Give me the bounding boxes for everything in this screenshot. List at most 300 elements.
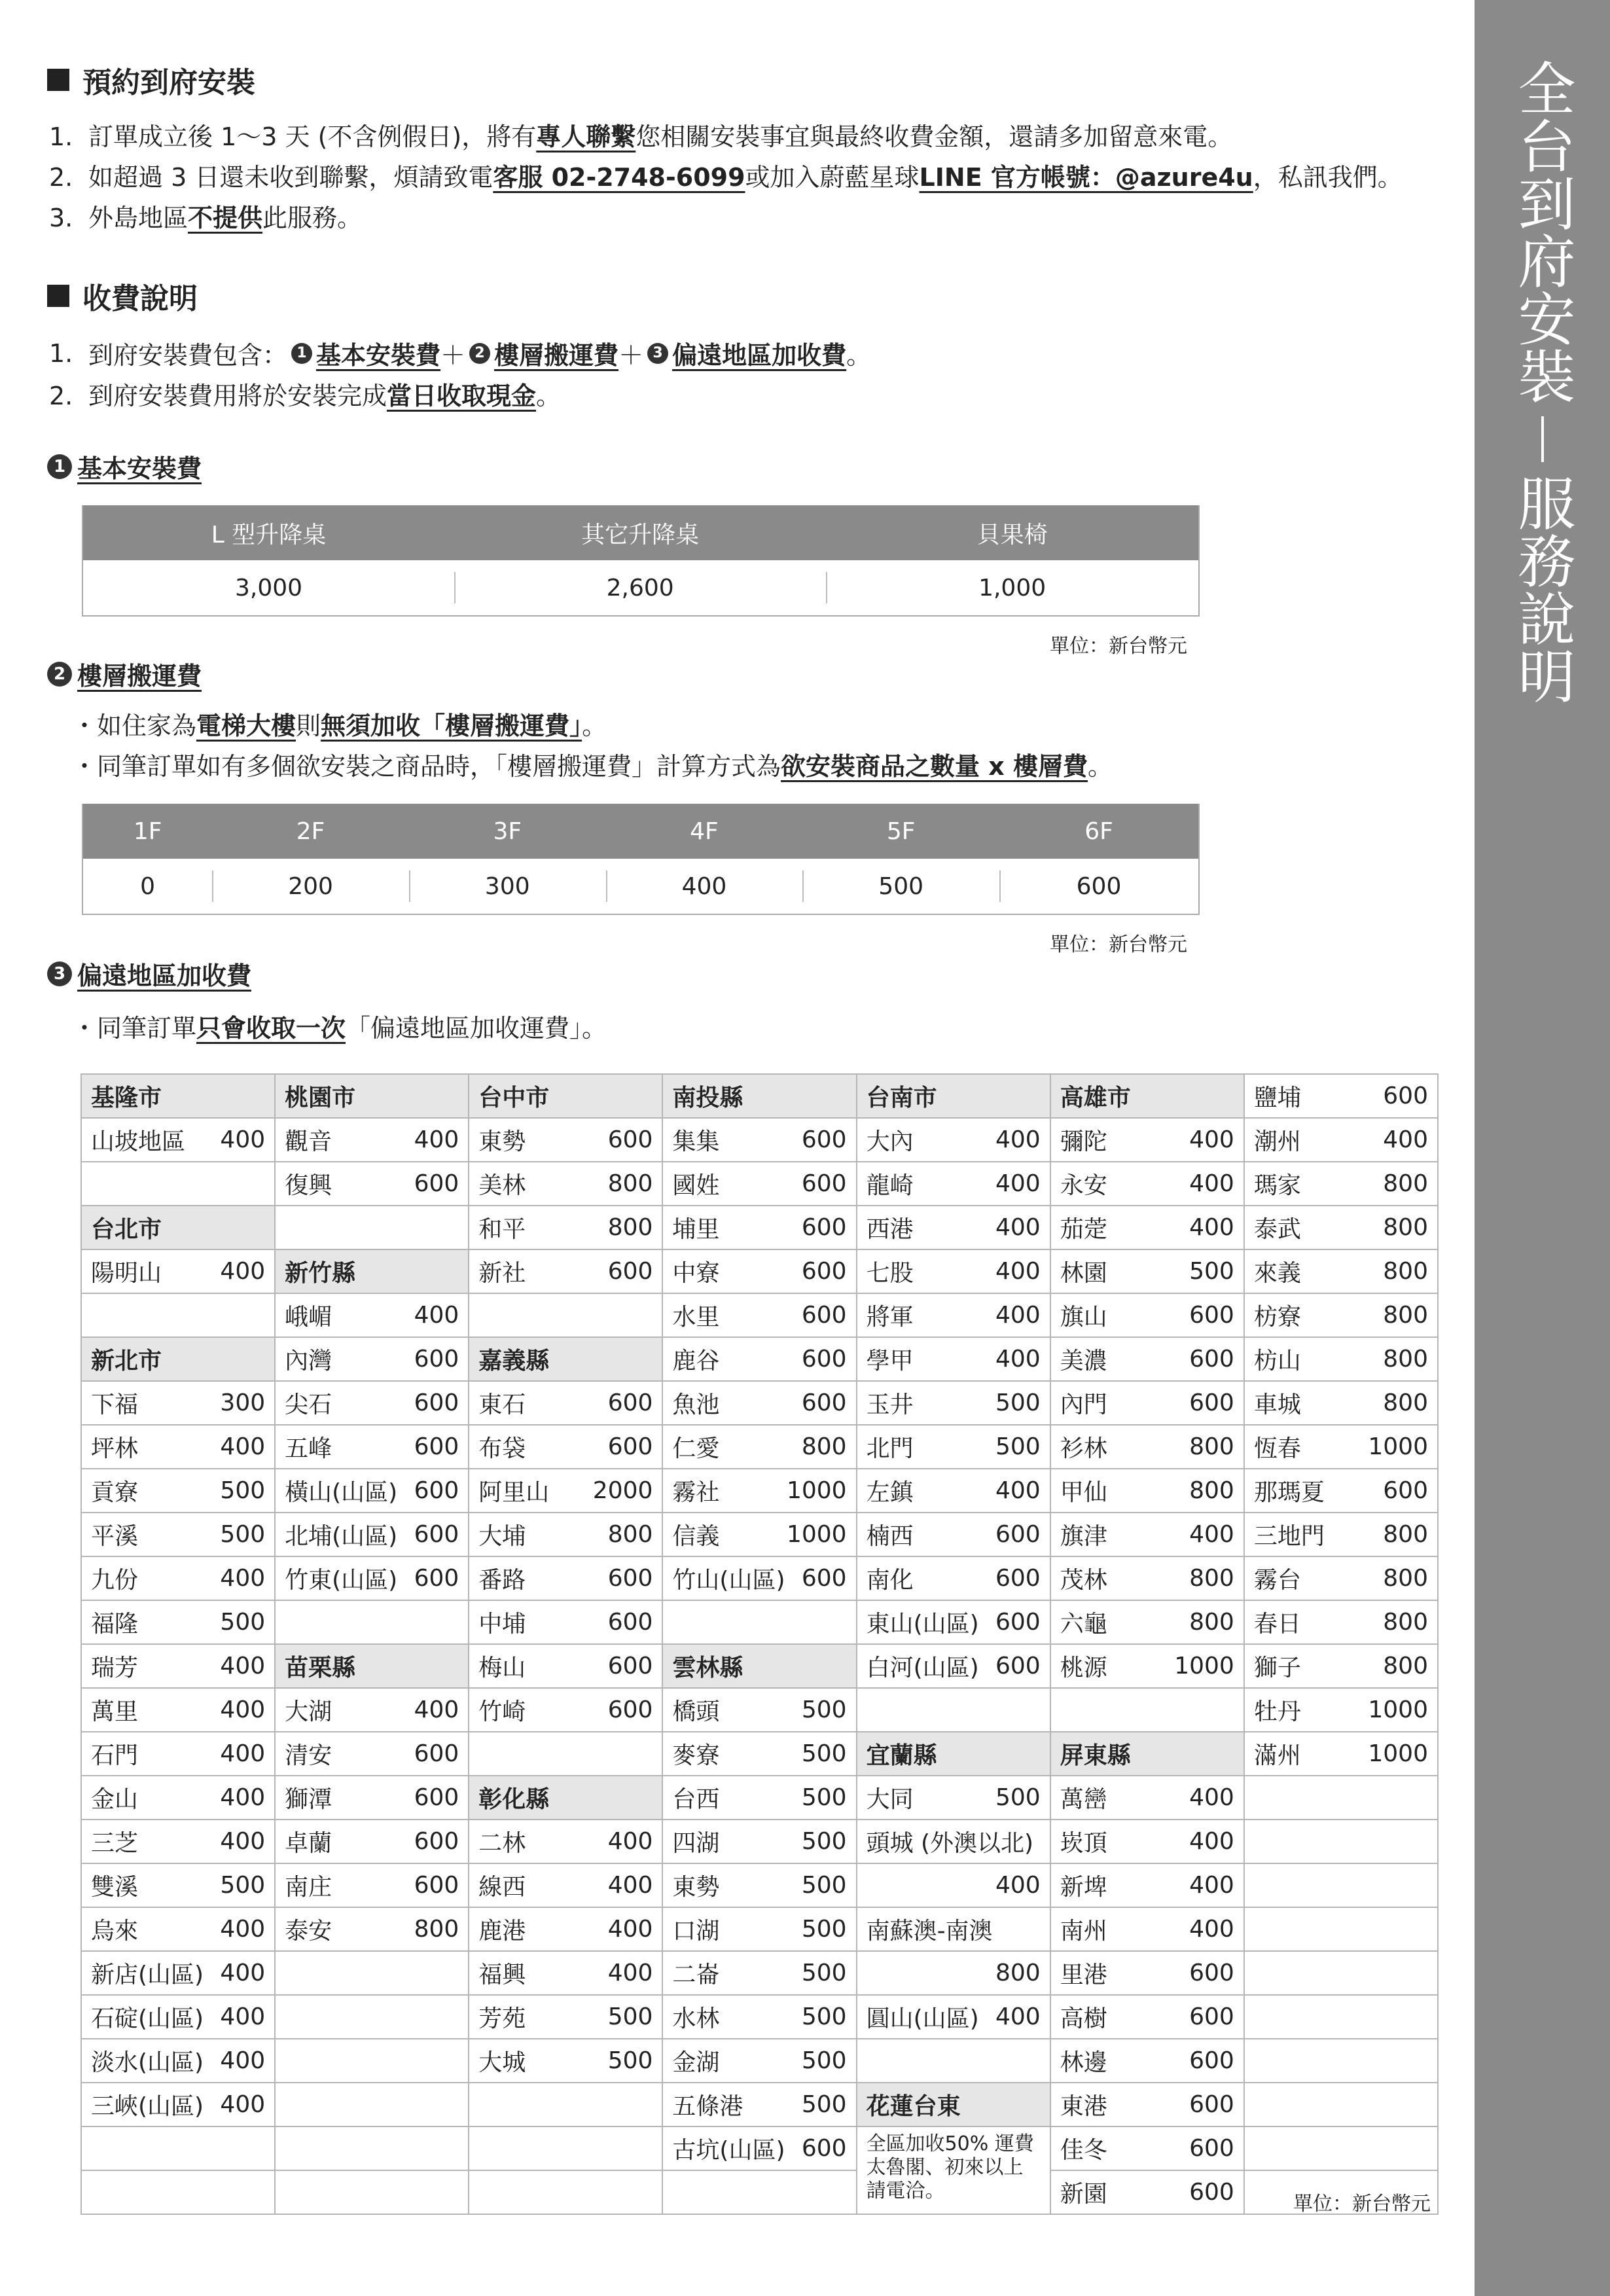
area-entry [478, 2000, 653, 2034]
area-name: 泰安 [285, 1918, 332, 1945]
region-cell [81, 1249, 275, 1293]
area-fee: 600 [801, 1258, 847, 1285]
area-name: 春日 [1253, 1611, 1301, 1638]
area-entry [1254, 1386, 1428, 1420]
area-entry [867, 1518, 1041, 1551]
booking-item-1 [49, 117, 1232, 152]
area-entry [285, 1737, 459, 1770]
area-name: 南庄 [285, 1874, 332, 1901]
area-entry [1254, 1737, 1428, 1770]
area-fee: 400 [607, 1960, 653, 1986]
area-fee: 1000 [786, 1521, 847, 1548]
area-entry [1060, 2044, 1234, 2077]
area-name: 和平 [478, 1216, 526, 1243]
area-fee: 400 [220, 1916, 266, 1943]
table-row [81, 1469, 1438, 1513]
area-name: 鹿港 [478, 1918, 526, 1945]
region-cell [662, 1337, 856, 1381]
area-name: 中埔 [478, 1611, 526, 1638]
area-name: 線西 [478, 1874, 526, 1901]
circled-number-icon: 3 [47, 961, 72, 986]
area-fee: 500 [801, 1828, 847, 1855]
table-row [81, 1513, 1438, 1556]
table-row [81, 1951, 1438, 1995]
region-cell [857, 1513, 1050, 1556]
text: ・同筆訂單如有多個欲安裝之商品時，「樓層搬運費」計算方式為 [72, 752, 781, 781]
area-fee: 400 [414, 1302, 459, 1329]
area-fee: 400 [220, 1126, 266, 1153]
area-name: 車城 [1253, 1391, 1301, 1418]
region-cell [1050, 2083, 1244, 2126]
empty-cell [662, 1600, 856, 1644]
area-name: 永安 [1060, 1172, 1107, 1199]
region-cell [81, 2083, 275, 2126]
phone-link[interactable]: 客服 02-2748-6099 [493, 163, 745, 192]
empty-cell [275, 1951, 469, 1995]
area-name: 卓蘭 [285, 1830, 332, 1857]
area-fee: 600 [801, 1170, 847, 1197]
region-cell [81, 1425, 275, 1469]
region-cell [662, 1995, 856, 2039]
text: 「偏遠地區加收運費」。 [346, 1014, 607, 1043]
area-name: 玉井 [866, 1391, 914, 1418]
area-name: 霧社 [672, 1479, 720, 1506]
area-name: 烏來 [91, 1918, 139, 1945]
area-entry [672, 2132, 846, 2165]
plus-sign: ＋ [618, 341, 644, 370]
region-cell [662, 1162, 856, 1206]
region-cell [275, 1118, 469, 1162]
area-name: 滿州 [1253, 1742, 1301, 1769]
area-fee: 600 [995, 1565, 1041, 1592]
area-name: 學甲 [866, 1348, 914, 1374]
region-cell [81, 1600, 275, 1644]
area-name: 東勢 [672, 1874, 720, 1901]
table-row [81, 1381, 1438, 1425]
area-fee: 1000 [1368, 1696, 1428, 1723]
area-entry [672, 2044, 846, 2077]
area-name: 中寮 [672, 1260, 720, 1287]
area-entry [478, 1825, 653, 1858]
basic-fee-table [82, 505, 1200, 617]
area-name: 左鎮 [866, 1479, 914, 1506]
area-entry [91, 2044, 265, 2077]
area-fee: 400 [220, 1565, 266, 1592]
area-entry [285, 1869, 459, 1902]
area-name: 萬巒 [1060, 1786, 1107, 1813]
area-entry [1060, 1167, 1234, 1200]
area-fee: 600 [414, 1828, 459, 1855]
area-entry [1060, 1518, 1234, 1551]
area-entry [672, 1956, 846, 1990]
remote-fee-title [47, 956, 251, 992]
empty-cell [275, 1600, 469, 1644]
text: 訂單成立後 1～3 天 (不含例假日)，將有 [88, 122, 537, 151]
table-row [82, 560, 1199, 616]
area-entry [91, 1693, 265, 1727]
region-header: 台北市 [81, 1206, 275, 1249]
table-header: 3F [409, 804, 606, 859]
area-name: 三芝 [91, 1830, 139, 1857]
area-fee: 400 [1189, 1784, 1234, 1811]
region-cell [662, 1425, 856, 1469]
area-fee: 500 [1189, 1258, 1234, 1285]
area-fee: 800 [1383, 1653, 1428, 1679]
table-row [81, 1337, 1438, 1381]
area-fee: 300 [220, 1390, 266, 1416]
area-name: 獅子 [1253, 1655, 1301, 1681]
area-name: 茄萣 [1060, 1216, 1107, 1243]
area-entry [672, 1255, 846, 1288]
region-cell [1050, 2039, 1244, 2083]
area-name: 清安 [285, 1742, 332, 1769]
area-entry [1060, 1825, 1234, 1858]
area-entry [285, 1430, 459, 1463]
area-entry [867, 1342, 1041, 1376]
area-fee: 600 [1189, 2091, 1234, 2118]
area-fee: 1000 [1174, 1653, 1234, 1679]
region-cell [81, 1863, 275, 1907]
area-entry [672, 1781, 846, 1814]
area-fee: 800 [607, 1170, 653, 1197]
area-entry [91, 2000, 265, 2034]
area-entry [1060, 1956, 1234, 1990]
area-entry [478, 1386, 653, 1420]
line-account-link[interactable]: LINE 官方帳號：@azure4u [919, 163, 1253, 192]
area-name: 崁頂 [1060, 1830, 1107, 1857]
area-entry [1060, 1781, 1234, 1814]
area-name: 三地門 [1253, 1523, 1325, 1550]
region-cell [662, 1206, 856, 1249]
region-cell [469, 1469, 662, 1513]
area-name: 梅山 [478, 1655, 526, 1681]
region-cell [1244, 1118, 1438, 1162]
area-entry [672, 2000, 846, 2034]
area-fee: 500 [220, 1521, 266, 1548]
region-header: 雲林縣 [662, 1644, 856, 1688]
area-fee: 800 [607, 1521, 653, 1548]
area-name: 橫山(山區) [285, 1479, 398, 1506]
area-entry [1060, 2132, 1234, 2165]
region-cell [1050, 1776, 1244, 1820]
area-entry [285, 1781, 459, 1814]
area-fee: 400 [414, 1696, 459, 1723]
table-header-row [82, 505, 1199, 560]
region-cell [1244, 1600, 1438, 1644]
text: 。 [582, 711, 607, 740]
table-row [81, 1863, 1438, 1907]
area-fee: 500 [801, 2003, 847, 2030]
region-cell [1050, 1951, 1244, 1995]
emphasis-text: 基本安裝費 [316, 341, 441, 370]
area-fee: 500 [220, 1872, 266, 1899]
area-fee: 800 [1383, 1170, 1428, 1197]
table-header: 貝果椅 [826, 505, 1199, 560]
area-name: 里港 [1060, 1962, 1107, 1988]
area-entry [91, 1386, 265, 1420]
area-fee: 400 [220, 1258, 266, 1285]
area-name: 北埔(山區) [285, 1523, 398, 1550]
region-cell [857, 1951, 1050, 1995]
subsection-title-text: 偏遠地區加收費 [77, 961, 252, 990]
region-header: 新竹縣 [275, 1249, 469, 1293]
area-name: 瑪家 [1253, 1172, 1301, 1199]
section-title-booking [47, 59, 255, 101]
area-fee: 1000 [1368, 1740, 1428, 1767]
region-cell [1244, 1644, 1438, 1688]
item-number: 2. [49, 163, 73, 192]
table-cell: 400 [606, 859, 803, 914]
region-cell [1050, 2126, 1244, 2170]
region-cell [662, 1907, 856, 1951]
area-fee: 400 [995, 1872, 1041, 1899]
unit-label: 單位：新台幣元 [1293, 2193, 1431, 2215]
area-entry [867, 1605, 1041, 1639]
region-cell [1050, 1249, 1244, 1293]
area-fee: 800 [1383, 1390, 1428, 1416]
region-cell [662, 2039, 856, 2083]
area-fee: 600 [414, 1433, 459, 1460]
table-row [81, 1074, 1438, 1118]
area-fee: 500 [801, 2047, 847, 2074]
area-entry [1060, 1562, 1234, 1595]
area-entry [478, 1649, 653, 1683]
region-cell [469, 1951, 662, 1995]
region-cell [275, 1732, 469, 1776]
region-cell [1244, 1337, 1438, 1381]
emphasis-text: 專人聯繫 [536, 122, 636, 151]
area-fee: 400 [607, 1872, 653, 1899]
area-fee: 600 [607, 1653, 653, 1679]
area-name: 二林 [478, 1830, 526, 1857]
text: 到府安裝費用將於安裝完成 [88, 382, 387, 410]
area-name: 東勢 [478, 1128, 526, 1155]
area-fee: 800 [1383, 1565, 1428, 1592]
area-entry [867, 1430, 1041, 1463]
area-name: 觀音 [285, 1128, 332, 1155]
region-cell [81, 1776, 275, 1820]
area-name: 林邊 [1060, 2049, 1107, 2076]
area-name: 石碇(山區) [91, 2005, 204, 2032]
area-entry [1060, 1123, 1234, 1157]
area-fee: 800 [1189, 1477, 1234, 1504]
area-fee: 400 [220, 2047, 266, 2074]
area-entry [1060, 1912, 1234, 1946]
table-row [81, 2126, 1438, 2170]
area-fee: 600 [414, 1346, 459, 1372]
area-entry [672, 1123, 846, 1157]
area-name: 三峽(山區) [91, 2093, 204, 2120]
region-cell [469, 1425, 662, 1469]
area-entry [1060, 1255, 1234, 1288]
area-fee: 600 [414, 1565, 459, 1592]
region-cell [275, 1162, 469, 1206]
area-entry [672, 1211, 846, 1244]
region-cell [857, 1249, 1050, 1293]
area-fee: 500 [801, 2091, 847, 2118]
area-fee: 400 [995, 2003, 1041, 2030]
area-entry [1060, 2088, 1234, 2121]
region-cell [81, 1381, 275, 1425]
area-fee: 600 [414, 1740, 459, 1767]
area-fee: 400 [414, 1126, 459, 1153]
plus-sign: ＋ [440, 341, 466, 370]
text: 則 [296, 711, 321, 740]
emphasis-text: 樓層搬運費 [494, 341, 619, 370]
region-header: 彰化縣 [469, 1776, 662, 1820]
table-cell: 0 [82, 859, 212, 914]
region-cell [662, 1776, 856, 1820]
area-entry [672, 1869, 846, 1902]
area-fee: 400 [220, 1784, 266, 1811]
area-name: 山坡地區 [91, 1128, 186, 1155]
area-entry [285, 1518, 459, 1551]
area-fee: 400 [995, 1258, 1041, 1285]
item-number: 1. [49, 338, 73, 368]
floor-fee-bullet-2 [72, 746, 1113, 782]
area-fee: 500 [220, 1477, 266, 1504]
table-header-row [82, 804, 1199, 859]
area-entry [867, 1211, 1041, 1244]
emphasis-text: 只會收取一次 [196, 1014, 346, 1043]
section-title-text: 預約到府安裝 [82, 66, 255, 99]
table-row [81, 1118, 1438, 1162]
circled-number-icon: 2 [47, 662, 72, 687]
area-fee: 800 [607, 1214, 653, 1241]
square-bullet-icon [47, 285, 69, 307]
region-cell [857, 1293, 1050, 1337]
area-name: 大城 [478, 2049, 526, 2076]
area-name: 信義 [672, 1523, 720, 1550]
area-entry [285, 1474, 459, 1507]
table-row [81, 2039, 1438, 2083]
region-cell [469, 1249, 662, 1293]
area-name: 桃源 [1060, 1655, 1107, 1681]
empty-cell [1244, 1907, 1438, 1951]
region-cell [81, 1644, 275, 1688]
empty-cell [857, 2039, 1050, 2083]
circled-number-icon: 1 [47, 454, 72, 479]
region-cell [857, 1556, 1050, 1600]
area-name: 阿里山 [478, 1479, 550, 1506]
area-name: 九份 [91, 1567, 139, 1594]
area-fee: 600 [607, 1565, 653, 1592]
empty-cell [275, 2083, 469, 2126]
area-name: 霧台 [1253, 1567, 1301, 1594]
area-name: 白河(山區) [866, 1655, 979, 1681]
region-cell [81, 1951, 275, 1995]
area-fee: 600 [607, 1258, 653, 1285]
area-fee: 2000 [592, 1477, 653, 1504]
area-entry [1060, 1869, 1234, 1902]
empty-cell [81, 1293, 275, 1337]
table-row [81, 1293, 1438, 1337]
area-entry [1060, 1299, 1234, 1332]
area-fee: 600 [801, 1565, 847, 1592]
region-cell [81, 1513, 275, 1556]
circled-number-icon: 1 [291, 343, 312, 364]
area-name: 北門 [866, 1435, 914, 1462]
region-cell [469, 1644, 662, 1688]
area-fee: 600 [414, 1872, 459, 1899]
area-entry [1060, 1474, 1234, 1507]
area-fee: 400 [220, 2091, 266, 2118]
area-name: 新埤 [1060, 1874, 1107, 1901]
area-entry [1254, 1474, 1428, 1507]
area-name: 彌陀 [1060, 1128, 1107, 1155]
region-cell [81, 2039, 275, 2083]
area-fee: 600 [414, 1170, 459, 1197]
area-name: 東港 [1060, 2093, 1107, 2120]
area-entry [91, 1737, 265, 1770]
area-fee: 400 [1383, 1126, 1428, 1153]
area-fee: 400 [995, 1477, 1041, 1504]
empty-cell [469, 1732, 662, 1776]
text: 。 [536, 382, 562, 410]
area-entry [867, 1912, 1041, 1946]
item-number: 2. [49, 382, 73, 410]
region-cell [275, 1513, 469, 1556]
area-fee: 600 [414, 1521, 459, 1548]
area-entry [91, 1255, 265, 1288]
region-cell [857, 1206, 1050, 1249]
region-cell [275, 1776, 469, 1820]
area-name: 淡水(山區) [91, 2049, 204, 2076]
area-entry [1254, 1693, 1428, 1727]
area-name: 南蘇澳-南澳 [866, 1918, 993, 1945]
table-cell: 1,000 [826, 560, 1199, 616]
region-cell [1244, 1293, 1438, 1337]
area-name: 美林 [478, 1172, 526, 1199]
area-entry [91, 1869, 265, 1902]
area-fee: 800 [1383, 1258, 1428, 1285]
area-name: 魚池 [672, 1391, 720, 1418]
region-cell [662, 2126, 856, 2170]
empty-cell [469, 2170, 662, 2214]
region-cell [1050, 1820, 1244, 1863]
region-cell [1244, 1206, 1438, 1249]
area-fee: 600 [1189, 1390, 1234, 1416]
area-fee: 600 [414, 1390, 459, 1416]
area-entry [1254, 1079, 1428, 1113]
area-fee: 600 [995, 1653, 1041, 1679]
area-name: 萬里 [91, 1698, 139, 1725]
area-fee: 400 [1189, 1916, 1234, 1943]
table-row [82, 859, 1199, 914]
area-name: 福隆 [91, 1611, 139, 1638]
area-entry [672, 1430, 846, 1463]
region-header: 屏東縣 [1050, 1732, 1244, 1776]
area-name: 南化 [866, 1567, 914, 1594]
area-fee: 500 [607, 2003, 653, 2030]
table-cell: 300 [409, 859, 606, 914]
area-entry [91, 1825, 265, 1858]
remote-area-table [80, 1073, 1439, 2215]
table-cell: 3,000 [82, 560, 454, 616]
region-cell [857, 1162, 1050, 1206]
area-name: 東山(山區) [866, 1611, 979, 1638]
region-cell [1050, 1425, 1244, 1469]
subsection-title-text: 樓層搬運費 [77, 662, 202, 691]
area-fee: 1000 [786, 1477, 847, 1504]
fees-item-2 [49, 376, 561, 412]
area-name: 潮州 [1253, 1128, 1301, 1155]
area-entry [867, 1386, 1041, 1420]
region-cell [857, 1820, 1050, 1863]
area-name: 西港 [866, 1216, 914, 1243]
region-cell [857, 1863, 1050, 1907]
area-entry [478, 1605, 653, 1639]
